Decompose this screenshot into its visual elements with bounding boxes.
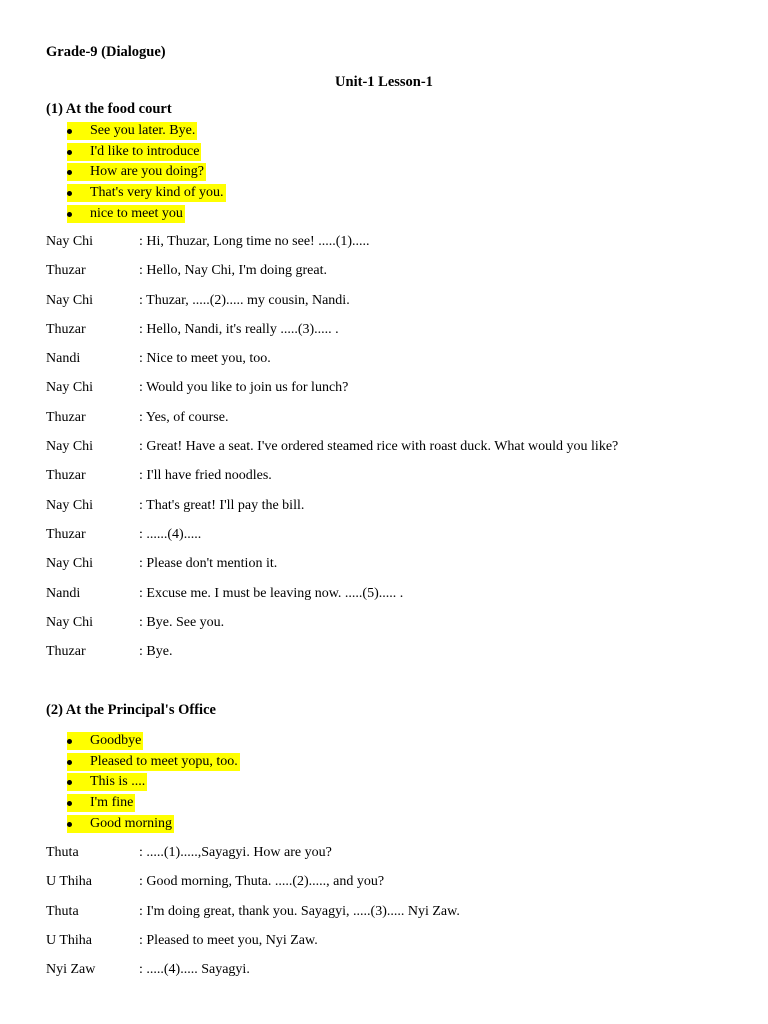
- speaker-name: Nay Chi: [46, 497, 94, 513]
- bullet-icon: [67, 801, 72, 806]
- speech-text: : Yes, of course.: [139, 409, 229, 425]
- speech-text: : .....(4)..... Sayagyi.: [139, 962, 250, 978]
- speaker-name: Thuzar: [46, 409, 86, 425]
- speech-text: : I'm doing great, thank you. Sayagyi, .....(3)..... Nyi Zaw.: [139, 903, 460, 919]
- speaker-name: U Thiha: [46, 932, 93, 948]
- speech-text: : Hi, Thuzar, Long time no see! .....(1).....: [139, 234, 370, 249]
- speech-text: : That's great! I'll pay the bill.: [139, 497, 305, 513]
- speaker-name: Nay Chi: [46, 614, 94, 630]
- document-subtitle: Unit-1 Lesson-1: [335, 74, 433, 90]
- speaker-name: Nay Chi: [46, 292, 94, 308]
- speech-text: : I'll have fried noodles.: [139, 468, 272, 484]
- bullet-icon: [67, 739, 72, 744]
- document-title: Grade-9 (Dialogue): [46, 44, 166, 60]
- speech-text: : Pleased to meet you, Nyi Zaw.: [139, 932, 318, 948]
- speaker-name: Thuzar: [46, 644, 86, 660]
- speech-text: : Nice to meet you, too.: [139, 351, 271, 367]
- bullet-icon: [67, 780, 72, 785]
- speaker-name: Nyi Zaw: [46, 962, 96, 978]
- speech-text: : Great! Have a seat. I've ordered steamed rice with roast duck. What would you like?: [139, 439, 619, 455]
- bullet-icon: [67, 170, 72, 175]
- speech-text: : Bye. See you.: [139, 614, 225, 630]
- speaker-name: Nandi: [46, 585, 81, 601]
- speaker-name: Nay Chi: [46, 234, 94, 249]
- bullet-icon: [67, 822, 72, 827]
- speaker-name: Thuta: [46, 845, 79, 860]
- speech-text: : Thuzar, .....(2)..... my cousin, Nandi.: [139, 292, 350, 308]
- speech-text: : Good morning, Thuta. .....(2)....., and you?: [139, 874, 385, 890]
- speech-text: : ......(4).....: [139, 526, 202, 542]
- speaker-name: Nay Chi: [46, 439, 94, 455]
- speaker-name: Nandi: [46, 351, 81, 367]
- bullet-icon: [67, 129, 72, 134]
- bullet-icon: [67, 760, 72, 765]
- speech-text: : Hello, Nandi, it's really .....(3)..... .: [139, 321, 339, 337]
- speaker-name: Thuzar: [46, 321, 86, 337]
- speaker-name: U Thiha: [46, 874, 93, 890]
- speech-text: : Bye.: [139, 644, 173, 660]
- speaker-name: Nay Chi: [46, 380, 94, 396]
- speech-text: : Please don't mention it.: [139, 556, 278, 572]
- section-heading: (2) At the Principal's Office: [46, 702, 216, 718]
- bullet-icon: [67, 212, 72, 217]
- speech-text: : .....(1).....,Sayagyi. How are you?: [139, 845, 332, 860]
- speech-text: : Hello, Nay Chi, I'm doing great.: [139, 263, 327, 279]
- speaker-name: Thuzar: [46, 526, 86, 542]
- section-heading: (1) At the food court: [46, 101, 172, 117]
- speech-text: : Would you like to join us for lunch?: [139, 380, 349, 396]
- document-page: Grade-9 (Dialogue) Unit-1 Lesson-1 (1) At the food court See you later. Bye. I'd like to introduce How are you doing? That's very kind of you. nice to meet you Nay Chi : Hi, Thuzar, Long time no see! .....(1)..... Thuzar : Hello, Nay Chi, I'm doing great. Nay Chi : Thuzar, .....(2)..... my cousin, Nandi. Thuzar : Hello, Nandi, it's really .....(3)..... . Nandi : Nice to meet you, too. Nay Chi : Would you like to join us for lunch? Thuzar : Yes, of course. Nay Chi : Great! Have a seat. I've ordered steamed rice with roast duck. What would you like? Thuzar : I'll have fried noodles. Nay Chi : That's great! I'll pay the bill. Thuzar : ......(4)..... Nay Chi : Please don't mention it. Nandi : Excuse me. I must be leaving now. .....(5)..... . Nay Chi : Bye. See you. Thuzar : Bye. (2) At the Principal's Office Goodbye Pleased to meet yopu, too. This is .... I'm fine Good morning Thuta : .....(1).....,Sayagyi. How are you? U Thiha : Good morning, Thuta. .....(2)....., and you? Thuta : I'm doing great, thank you. Sayagyi, .....(3)..... Nyi Zaw. U Thiha : Pleased to meet you, Nyi Zaw. Nyi Zaw : .....(4)..... Sayagyi.: [0, 0, 768, 1024]
- speaker-name: Thuzar: [46, 263, 86, 279]
- speaker-name: Nay Chi: [46, 556, 94, 572]
- bullet-icon: [67, 191, 72, 196]
- speech-text: : Excuse me. I must be leaving now. .....(5)..... .: [139, 585, 404, 601]
- bullet-icon: [67, 150, 72, 155]
- speaker-name: Thuta: [46, 903, 79, 919]
- speaker-name: Thuzar: [46, 468, 86, 484]
